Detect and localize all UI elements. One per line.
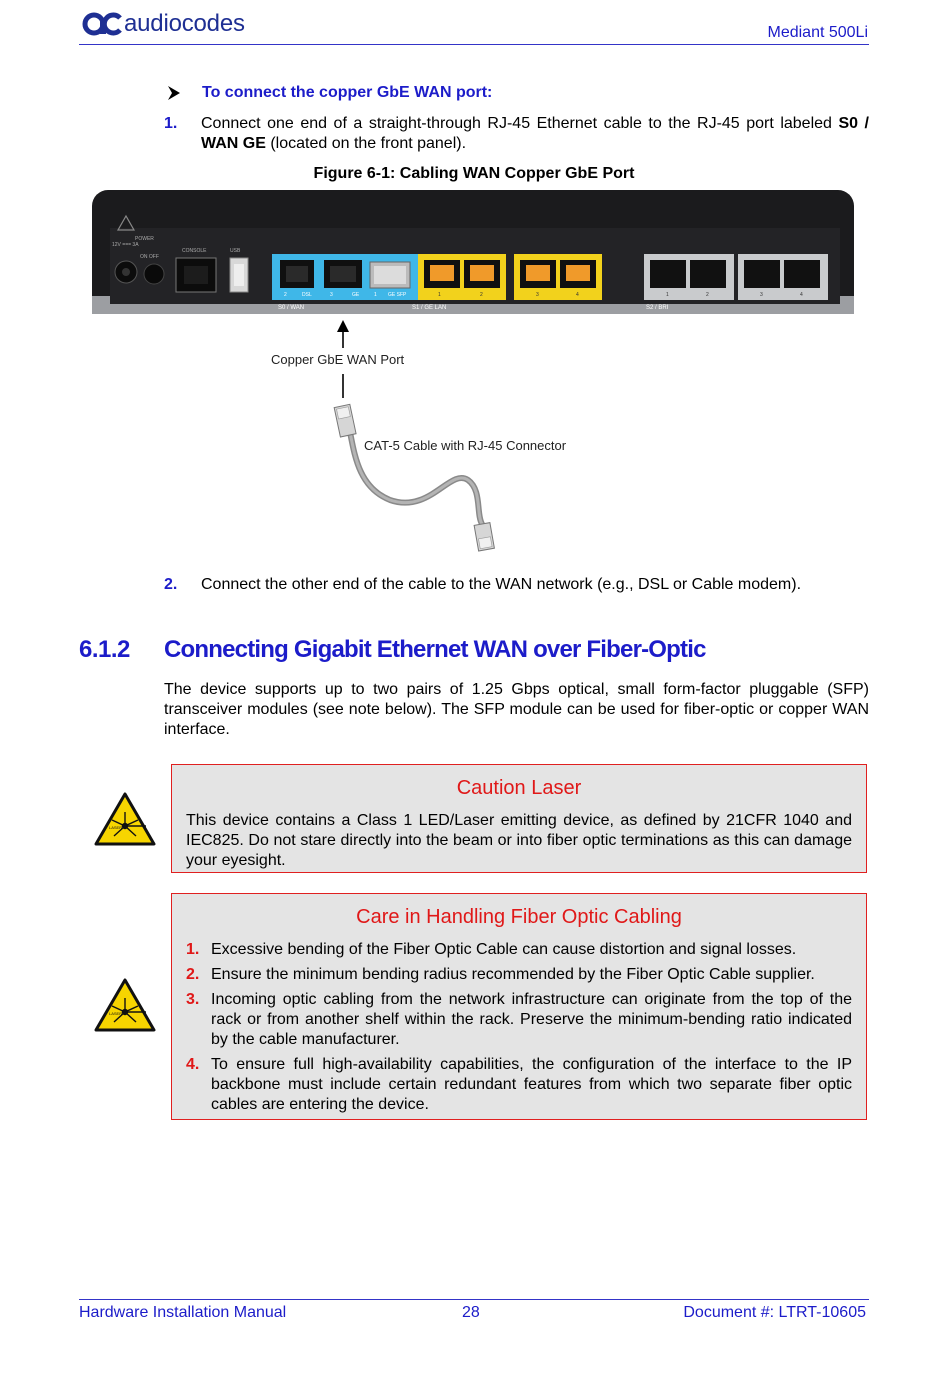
usb-label: USB	[230, 248, 241, 254]
lan-port-1: 1	[438, 292, 441, 298]
header-rule	[79, 44, 869, 45]
device-cabling-figure	[90, 188, 856, 560]
bri-label: S2 / BRI	[646, 305, 669, 311]
port-label: S0 / WAN GE	[201, 115, 869, 152]
section-paragraph: The device supports up to two pairs of 1.25 Gbps optical, small form-factor pluggable (SFP) transceiver modules (see note below). The SFP module can be used for fiber-optic or copper WAN interface.	[164, 681, 869, 738]
audiocodes-logo-icon	[82, 10, 122, 38]
care-item-2	[186, 965, 852, 985]
care-fiber-box	[171, 893, 867, 1120]
footer-rule	[79, 1299, 869, 1300]
care-item-number: 4.	[186, 1056, 200, 1073]
figure-caption: Figure 6-1: Cabling WAN Copper GbE Port	[313, 165, 635, 182]
procedure-heading	[166, 84, 492, 102]
section-title: Connecting Gigabit Ethernet WAN over Fiber-Optic	[164, 636, 706, 663]
wan-port-1: 1	[374, 292, 377, 298]
step-1	[164, 114, 869, 154]
wan-port-dsl: DSL	[302, 292, 312, 298]
section-number: 6.1.2	[79, 636, 130, 663]
wan-port-2: 2	[284, 292, 287, 298]
onoff-label: ON OFF	[140, 254, 159, 260]
lan-port-3: 3	[536, 292, 539, 298]
wan-port-3: 3	[330, 292, 333, 298]
caution-text: This device contains a Class 1 LED/Laser emitting device, as defined by 21CFR 1040 and IEC825. Do not stare directly into the beam or into fiber optic terminations as this can damage your eyesight.	[186, 812, 852, 869]
step-number: 1.	[164, 115, 178, 132]
care-item-1	[186, 940, 852, 960]
lan-port-2: 2	[480, 292, 483, 298]
care-item-text: Ensure the minimum bending radius recommended by the Fiber Optic Cable supplier.	[211, 966, 815, 983]
procedure-arrow-icon	[166, 85, 188, 101]
svg-text:LASER: LASER	[109, 825, 123, 830]
care-item-number: 3.	[186, 991, 200, 1008]
power-label: POWER	[135, 236, 154, 242]
care-item-number: 2.	[186, 966, 200, 983]
product-name: Mediant 500Li	[767, 24, 868, 41]
lan-label: S1 / GE LAN	[412, 305, 447, 311]
bri-port-1: 1	[666, 292, 669, 298]
bri-port-2: 2	[706, 292, 709, 298]
footer-document-number: Document #: LTRT-10605	[683, 1304, 866, 1321]
step-text-part: (located on the front panel).	[270, 135, 467, 152]
wan-label: S0 / WAN	[278, 305, 305, 311]
step-text: Connect the other end of the cable to the WAN network (e.g., DSL or Cable modem).	[201, 576, 802, 593]
step-text-part: Connect one end of a straight-through RJ-45 Ethernet cable to the RJ-45 port labeled	[201, 115, 832, 132]
care-item-number: 1.	[186, 941, 200, 958]
logo-text: audiocodes	[124, 10, 245, 37]
lan-port-4: 4	[576, 292, 579, 298]
care-item-text: Excessive bending of the Fiber Optic Cable can cause distortion and signal losses.	[211, 941, 797, 958]
callout-cable: CAT-5 Cable with RJ-45 Connector	[364, 438, 567, 453]
caution-title: Caution Laser	[456, 777, 582, 799]
console-label: CONSOLE	[182, 248, 207, 254]
footer-page-number: 28	[462, 1304, 480, 1321]
brand-logo	[82, 8, 245, 40]
procedure-title: To connect the copper GbE WAN port:	[202, 84, 493, 101]
step-text	[201, 114, 869, 154]
care-item-text: Incoming optic cabling from the network infrastructure can originate from the top of the rack or from another shelf within the rack. Preserve the minimum-bending ratio indicated by the cable manufacturer.	[211, 991, 852, 1048]
caution-laser-box	[171, 764, 867, 873]
care-item-3	[186, 990, 852, 1050]
svg-text:LASER: LASER	[109, 1011, 123, 1016]
callout-port: Copper GbE WAN Port	[271, 352, 405, 367]
wan-port-sfp: GE SFP	[388, 292, 407, 298]
laser-warning-icon	[94, 792, 156, 851]
bri-port-3: 3	[760, 292, 763, 298]
step-number: 2.	[164, 576, 178, 593]
care-item-4	[186, 1055, 852, 1115]
voltage-label: 12V === 3A	[112, 242, 139, 248]
wan-port-ge: GE	[352, 292, 360, 298]
care-item-text: To ensure full high-availability capabilities, the configuration of the interface to the IP backbone must include certain redundant features from which two separate fiber optic cables are entering the device.	[211, 1056, 852, 1113]
care-title: Care in Handling Fiber Optic Cabling	[356, 906, 682, 928]
step-2	[164, 575, 869, 595]
laser-warning-icon-2	[94, 978, 156, 1037]
footer-manual-title: Hardware Installation Manual	[79, 1304, 287, 1321]
bri-port-4: 4	[800, 292, 803, 298]
